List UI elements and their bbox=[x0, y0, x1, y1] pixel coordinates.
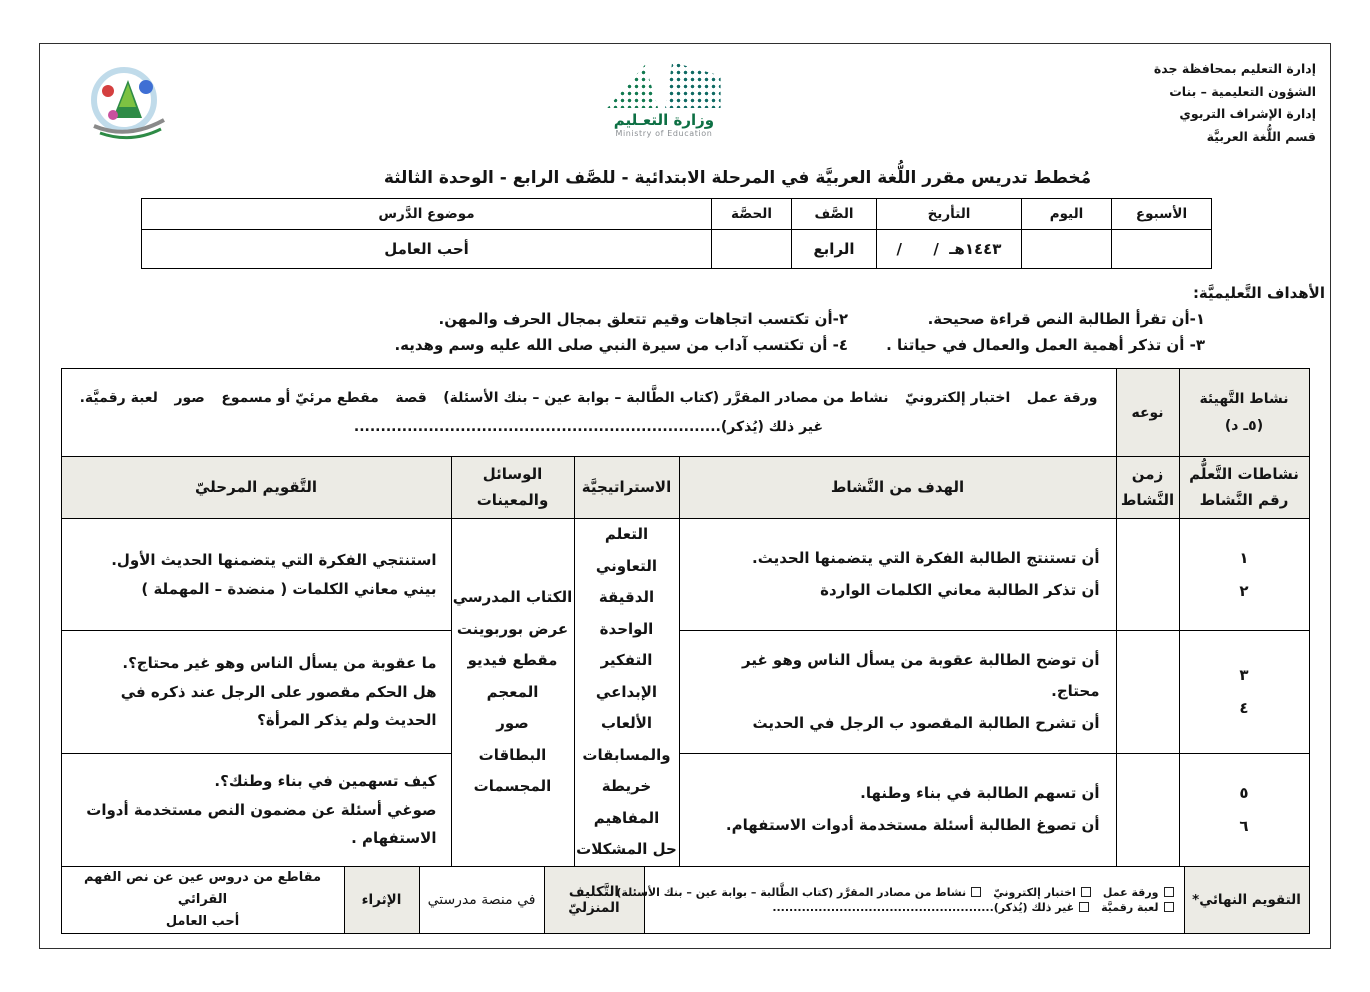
activity-number: ٤ bbox=[1239, 699, 1249, 718]
assessment-line: بيني معاني الكلمات ( منضدة – المهملة ) bbox=[141, 579, 437, 598]
prep-row bbox=[61, 369, 1309, 457]
info-header-row bbox=[142, 199, 1212, 230]
final-eval-option-label: لعبة رقميَّة bbox=[1101, 900, 1159, 914]
prep-option-clip: مقطع مرئيّ أو مسموع bbox=[221, 390, 379, 406]
checkbox-etest[interactable] bbox=[1081, 887, 1091, 897]
prep-other-fill-line: غير ذلك (يُذكر)..................................................................... bbox=[353, 419, 824, 435]
prep-activity-label-line2: (٥ـ د) bbox=[1224, 417, 1264, 434]
strategy-item: والمسابقات bbox=[582, 745, 671, 764]
info-header-period: الحصَّة bbox=[712, 199, 792, 230]
header-activity-time-line2: النَّشاط bbox=[1120, 490, 1175, 509]
prep-type-options-cell bbox=[61, 369, 1116, 457]
tools-cell bbox=[451, 519, 574, 867]
header-activity-goal: الهدف من النَّشاط bbox=[679, 457, 1116, 519]
info-header-grade: الصَّف bbox=[792, 199, 877, 230]
info-value-row bbox=[142, 230, 1212, 269]
header-activity-number-line2: رقم النَّشاط bbox=[1199, 490, 1289, 509]
enrichment-value bbox=[61, 866, 344, 933]
goal-line: أن تذكر الطالبة معاني الكلمات الواردة bbox=[820, 580, 1100, 599]
strategy-item: التفكير الإبداعي bbox=[595, 651, 658, 701]
activity-number: ٥ bbox=[1239, 783, 1249, 802]
checkbox-digital-game[interactable] bbox=[1164, 902, 1174, 912]
tool-item: البطاقات bbox=[478, 745, 547, 764]
final-eval-option-other bbox=[772, 901, 1089, 914]
dept-line-1: إدارة التعليم بمحافظة جدة bbox=[1153, 61, 1316, 76]
tool-item: مقطع فيديو bbox=[467, 651, 558, 669]
activities-table bbox=[61, 456, 1310, 867]
info-value-period bbox=[712, 230, 792, 269]
assessment-line: استنتجي الفكرة التي يتضمنها الحديث الأول. bbox=[111, 551, 437, 570]
strategy-item: خريطة المفاهيم bbox=[593, 777, 660, 827]
objectives-row-2 bbox=[40, 336, 1205, 354]
activity-numbers-1 bbox=[1179, 519, 1309, 631]
final-eval-option-label: اختبار إلكترونيّ bbox=[993, 885, 1076, 899]
final-eval-options-cell bbox=[616, 866, 1184, 933]
homework-value: في منصة مدرستي bbox=[419, 866, 544, 933]
header-activity-number bbox=[1179, 457, 1309, 519]
assessment-line: ما عقوبة من يسأل الناس وهو غير محتاج؟. bbox=[122, 654, 437, 673]
activity-time-cell-3 bbox=[1116, 754, 1179, 866]
header-activity-time bbox=[1116, 457, 1179, 519]
strategies-cell bbox=[574, 519, 679, 867]
homework-label: التَّكليف المنزليّ bbox=[544, 866, 644, 933]
ministry-logo bbox=[605, 62, 723, 138]
prep-activity-label-line1: نشاط التَّهيئة bbox=[1199, 390, 1289, 407]
activity-number: ٢ bbox=[1239, 581, 1249, 600]
prep-activity-label bbox=[1179, 369, 1309, 457]
activity-numbers-3 bbox=[1179, 754, 1309, 866]
objective-1: ١-أن تقرأ الطالبة النص قراءة صحيحة. bbox=[927, 310, 1205, 328]
tool-item: المعجم bbox=[486, 682, 539, 701]
objectives-heading: الأهداف التَّعليميَّة: bbox=[1192, 284, 1325, 302]
checkbox-course-sources[interactable] bbox=[971, 887, 981, 897]
dept-line-4: قسم اللُّغة العربيَّة bbox=[1206, 128, 1316, 144]
info-value-week bbox=[1112, 230, 1212, 269]
school-logo-icon bbox=[82, 60, 174, 160]
final-eval-line-1 bbox=[616, 885, 1174, 899]
ministry-dots-icon bbox=[605, 62, 723, 108]
strategy-item: حل المشكلات bbox=[576, 840, 677, 858]
prep-option-pictures: صور bbox=[174, 390, 205, 406]
prep-option-worksheet: ورقة عمل bbox=[1026, 390, 1098, 406]
final-eval-option-etest bbox=[993, 886, 1091, 899]
dept-line-2: الشؤون التعليمية – بنات bbox=[1169, 83, 1316, 99]
info-header-subject: موضوع الدَّرس bbox=[142, 199, 712, 230]
prep-option-course-sources: نشاط من مصادر المقرَّر (كتاب الطَّالبة – بوابة عين – بنك الأسئلة) bbox=[443, 390, 889, 406]
activity-numbers-2 bbox=[1179, 631, 1309, 754]
activity-group-2 bbox=[61, 631, 1309, 754]
tool-item: الكتاب المدرسي bbox=[452, 588, 573, 606]
enrichment-label: الإثراء bbox=[344, 866, 419, 933]
activity-goals-3 bbox=[679, 754, 1116, 866]
tool-item: المجسمات bbox=[473, 777, 552, 795]
assessment-cell-3 bbox=[61, 754, 451, 866]
school-logo-graphic bbox=[82, 60, 174, 156]
department-lines bbox=[1154, 58, 1316, 148]
final-eval-label: التقويم النهائي* bbox=[1184, 866, 1309, 933]
activity-group-3 bbox=[61, 754, 1309, 866]
final-eval-option-label: نشاط من مصادر المقرَّر (كتاب الطَّالبة – بوابة عين – بنك الأسئلة) bbox=[616, 885, 967, 899]
goal-line: أن تستنتج الطالبة الفكرة التي يتضمنها الحديث. bbox=[752, 549, 1100, 568]
objective-4: ٤- أن تكتسب آداب من سيرة النبي صلى الله عليه وسم وهديه. bbox=[394, 336, 848, 354]
header-formative-assessment: التَّقويم المرحليّ bbox=[61, 457, 451, 519]
ministry-name-english: Ministry of Education bbox=[615, 129, 713, 138]
ministry-name-arabic: وزارة التعـليم bbox=[613, 111, 715, 129]
objective-2: ٢-أن تكتسب اتجاهات وقيم تتعلق بمجال الحرف والمهن. bbox=[438, 310, 848, 328]
assessment-line: كيف تسهمين في بناء وطنك؟. bbox=[214, 772, 437, 791]
info-value-subject: أحب العامل bbox=[142, 230, 712, 269]
letterhead bbox=[40, 56, 1330, 166]
info-value-date: / / ١٤٤٣هـ bbox=[877, 230, 1022, 269]
goal-line: أن تشرح الطالبة المقصود ب الرجل في الحديث bbox=[752, 713, 1100, 732]
activity-number: ١ bbox=[1239, 548, 1249, 567]
prep-option-digital-game: لعبة رقميَّة. bbox=[79, 390, 158, 406]
goal-line: أن تصوغ الطالبة أسئلة مستخدمة أدوات الاستفهام. bbox=[725, 815, 1100, 834]
activity-time-cell-2 bbox=[1116, 631, 1179, 754]
lesson-plan-page bbox=[39, 43, 1331, 949]
final-eval-option-digital-game bbox=[1101, 901, 1173, 914]
info-value-day bbox=[1022, 230, 1112, 269]
final-eval-option-label: ورقة عمل bbox=[1102, 885, 1159, 899]
assessment-line: صوغي أسئلة عن مضمون النص مستخدمة أدوات الاستفهام . bbox=[86, 800, 437, 848]
activity-number: ٦ bbox=[1239, 816, 1249, 835]
goal-line: أن توضح الطالبة عقوبة من يسأل الناس وهو غير محتاج. bbox=[742, 650, 1100, 701]
enrichment-line-1: مقاطع من دروس عين عن نص الفهم القرائي bbox=[83, 869, 322, 907]
final-eval-option-course-sources bbox=[616, 886, 981, 899]
prep-options-line bbox=[80, 390, 1098, 406]
prep-option-story: قصة bbox=[395, 390, 427, 406]
header-tools: الوسائل والمعينات bbox=[451, 457, 574, 519]
activity-number: ٣ bbox=[1239, 666, 1249, 685]
final-eval-option-label: غير ذلك (يُذكر)..................................................... bbox=[772, 900, 1075, 914]
footer-row bbox=[61, 866, 1309, 933]
strategy-item: التعلم التعاوني bbox=[595, 525, 658, 575]
activity-group-1 bbox=[61, 519, 1309, 631]
activities-header-row bbox=[61, 457, 1309, 519]
activity-goals-1 bbox=[679, 519, 1116, 631]
checkbox-other[interactable] bbox=[1079, 902, 1089, 912]
prep-activity-table bbox=[61, 368, 1310, 457]
assessment-line: هل الحكم مقصور على الرجل عند ذكره في الحديث ولم يذكر المرأة؟ bbox=[120, 682, 437, 730]
activity-time-cell-1 bbox=[1116, 519, 1179, 631]
final-eval-line-2 bbox=[655, 901, 1174, 914]
assessment-cell-1 bbox=[61, 519, 451, 631]
info-value-grade: الرابع bbox=[792, 230, 877, 269]
info-header-day: اليوم bbox=[1022, 199, 1112, 230]
header-strategy: الاستراتيجيَّة bbox=[574, 457, 679, 519]
objective-3: ٣- أن تذكر أهمية العمل والعمال في حياتنا . bbox=[886, 336, 1205, 354]
enrichment-line-2: أحب العامل bbox=[165, 913, 240, 929]
strategy-item: الألعاب bbox=[600, 714, 653, 732]
info-header-week: الأسبوع bbox=[1112, 199, 1212, 230]
header-activity-number-line1: نشاطات التَّعلُّم bbox=[1189, 465, 1299, 483]
tool-item: عرض بوربوينت bbox=[456, 619, 569, 638]
assessment-cell-2 bbox=[61, 631, 451, 754]
checkbox-worksheet[interactable] bbox=[1164, 887, 1174, 897]
goal-line: أن تسهم الطالبة في بناء وطنها. bbox=[860, 784, 1100, 803]
prep-type-label: نوعه bbox=[1116, 369, 1179, 457]
final-eval-option-worksheet bbox=[1103, 886, 1174, 899]
strategy-item: الدقيقة الواحدة bbox=[598, 588, 655, 638]
footer-table bbox=[61, 866, 1310, 934]
activity-goals-2 bbox=[679, 631, 1116, 754]
objectives-row-1 bbox=[40, 310, 1205, 328]
header-activity-time-line1: زمن bbox=[1131, 465, 1164, 483]
info-header-date: التأريخ bbox=[877, 199, 1022, 230]
document-title: مُخطط تدريس مقرر اللُّغة العربيَّة في المرحلة الابتدائية - للصَّف الرابع - الوحدة الثالثة bbox=[383, 168, 1092, 188]
prep-option-etest: اختبار إلكترونيّ bbox=[904, 390, 1011, 406]
tool-item: صور bbox=[496, 714, 529, 732]
lesson-info-table bbox=[141, 198, 1212, 269]
dept-line-3: إدارة الإشراف التربوي bbox=[1179, 106, 1316, 121]
